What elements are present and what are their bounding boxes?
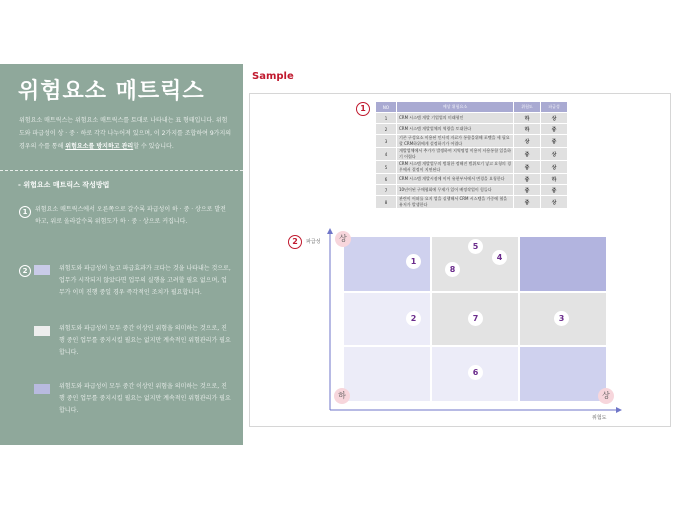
step-number-1: 1 — [19, 206, 31, 218]
marker-1: 1 — [356, 102, 370, 116]
row-no: 6 — [376, 174, 397, 185]
row-desc: 개발업체에서 추가가 발생하여 지역명업 이용이 사용통합 있을하기 어렵다 — [397, 148, 514, 161]
table-header: NO — [376, 102, 397, 113]
y-axis-high-label: 상 — [335, 231, 351, 247]
table-header: 파급성 — [541, 102, 568, 113]
row-impact: 중 — [541, 124, 568, 135]
row-risk: 하 — [514, 124, 541, 135]
step1-text: 위험요소 매트릭스에서 오른쪽으로 갈수록 파급성이 하 · 중 · 상으로 발전하고, 위로 올라갈수록 위험도가 하 · 중 · 상으로 커집니다. — [35, 206, 226, 225]
row-desc: CRM 시스템 개발업체의 역량을 토대한다 — [397, 124, 514, 135]
row-impact: 중 — [541, 185, 568, 196]
legend-text-mid: 위험도와 파급성이 모두 중간 이상인 위험을 의미하는 것으로, 진행 중인 업무를 중지시킬 필요는 없지만 계속적인 위험관리가 필요합니다. — [59, 325, 231, 356]
row-desc: 10년이된 구매협회에 무제가 있어 배정작업이 힘들다 — [397, 185, 514, 196]
risk-point: 1 — [406, 254, 421, 269]
row-desc: CRM 시스템 개발 기업업의 미래형인 — [397, 113, 514, 124]
marker-2: 2 — [288, 235, 302, 249]
row-no: 5 — [376, 161, 397, 174]
intro-text-part2: 할 수 있습니다. — [133, 143, 174, 150]
legend-text-low: 위험도와 파급성이 모두 중간 이상인 위험을 의미하는 것으로, 진행 중인 업무를 중지시킬 필요는 없지만 계속적인 위험관리가 필요합니다. — [59, 383, 231, 414]
row-impact: 상 — [541, 148, 568, 161]
row-risk: 중 — [514, 161, 541, 174]
row-risk: 중 — [514, 148, 541, 161]
intro-text-part1: 위험요소 매트릭스는 위험요소 매트릭스를 토대로 나타내는 표 형태입니다. 위험도와 파급성이 상 · 중 · 하로 각각 나누어져 있으며, 이 2가지를 조합하여 9가지의 경우의 수를 통해 — [19, 117, 232, 150]
row-no: 7 — [376, 185, 397, 196]
x-axis-arrow — [616, 407, 622, 413]
risk-point: 3 — [554, 311, 569, 326]
row-desc: CRM 시스템 개발업무의 범위한 정해진 범위보기 넣고 요청의 경우에서 결정이 지연된다 — [397, 161, 514, 174]
legend-text-high: 위험도와 파급성이 높고 파급효과가 크다는 것을 나타내는 것으로, 업무가 시작되지 않았다면 업무의 실행을 고려할 필요 없으며, 업무가 이미 진행 중일 경우 즉각적인 조치가 필요합니다. — [59, 265, 231, 296]
risk-point: 2 — [406, 311, 421, 326]
row-risk: 상 — [514, 135, 541, 148]
row-desc: 관련이 어떠를 요지 업을 실행해서 CRM 시스템을 가중에 협을 유저가 발생한다 — [397, 196, 514, 209]
risk-point: 4 — [492, 250, 507, 265]
row-desc: 기존 구성요소 이용된 인사적 자료가 통합을위해 포맷을 세 필요할 CRM하위에게 설정하기가 어렵다 — [397, 135, 514, 148]
risk-point: 6 — [468, 365, 483, 380]
row-desc: CRM 시스템 개발시점에 이어 유현부서에서 변경을 요청한다 — [397, 174, 514, 185]
row-no: 8 — [376, 196, 397, 209]
risk-point: 7 — [468, 311, 483, 326]
method-subtitle: - 위험요소 매트릭스 작성방법 — [18, 181, 110, 189]
row-no: 3 — [376, 135, 397, 148]
x-axis-high-label: 상 — [598, 388, 614, 404]
matrix-cell-bottom-left — [344, 347, 430, 401]
row-no: 1 — [376, 113, 397, 124]
y-axis-arrow — [327, 228, 333, 234]
row-risk: 중 — [514, 196, 541, 209]
row-impact: 상 — [541, 196, 568, 209]
row-impact: 하 — [541, 174, 568, 185]
intro-text-bold: 위험요소를 방지하고 관리 — [65, 143, 134, 150]
origin-low-label: 하 — [334, 388, 350, 404]
row-risk: 중 — [514, 185, 541, 196]
risk-point: 8 — [445, 262, 460, 277]
sample-label: Sample — [252, 71, 294, 82]
step-number-2: 2 — [19, 265, 31, 277]
table-header: 예상 위험요소 — [397, 102, 514, 113]
row-impact: 상 — [541, 113, 568, 124]
row-no: 4 — [376, 148, 397, 161]
row-no: 2 — [376, 124, 397, 135]
risk-point: 5 — [468, 239, 483, 254]
row-impact: 중 — [541, 135, 568, 148]
row-risk: 중 — [514, 174, 541, 185]
matrix-cell-bottom-right — [520, 347, 606, 401]
row-risk: 하 — [514, 113, 541, 124]
matrix-cell-top-right — [520, 237, 606, 291]
y-axis-label: 파급성 — [306, 239, 321, 245]
table-header: 위험도 — [514, 102, 541, 113]
row-impact: 상 — [541, 161, 568, 174]
page-title: 위험요소 매트릭스 — [18, 79, 205, 104]
x-axis-label: 위험도 — [592, 415, 607, 421]
